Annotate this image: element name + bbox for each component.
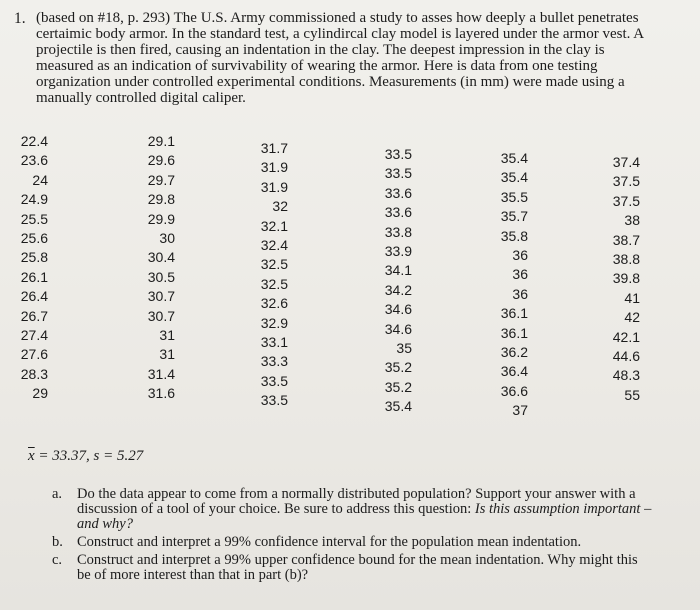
- data-cell: 36.2: [500, 344, 528, 360]
- data-cell: 35.4: [500, 169, 528, 186]
- data-cell: 23.6: [20, 152, 48, 169]
- data-cell: 34.2: [384, 281, 412, 298]
- data-cell: 31.9: [260, 178, 288, 195]
- data-cell: 36: [512, 285, 528, 302]
- data-cell: 37.5: [612, 173, 640, 190]
- data-cell: 36: [512, 247, 528, 263]
- data-cell: 35.2: [384, 378, 412, 395]
- data-cell: 42: [624, 309, 640, 326]
- data-cell: 29: [32, 385, 48, 402]
- summary-text: = 33.37, s = 5.27: [38, 448, 144, 464]
- data-cell: 35.7: [500, 208, 528, 225]
- data-cell: 29.1: [147, 133, 175, 149]
- data-cell: 33.5: [384, 165, 412, 182]
- data-cell: 28.3: [20, 365, 48, 382]
- data-cell: 44.6: [612, 348, 640, 364]
- data-cell: 31.9: [260, 159, 288, 176]
- data-cell: 32.6: [260, 295, 288, 312]
- data-cell: 36.1: [500, 324, 528, 341]
- data-cell: 31: [159, 346, 175, 363]
- data-cell: 35.5: [500, 188, 528, 205]
- data-cell: 31.7: [260, 140, 288, 156]
- data-cell: 22.4: [20, 133, 48, 149]
- data-cell: 32.9: [260, 314, 288, 331]
- data-cell: 33.8: [384, 223, 412, 240]
- problem-number: 1.: [14, 10, 26, 27]
- data-cell: 55: [624, 386, 640, 403]
- question-marker: b.: [52, 534, 63, 550]
- data-cell: 29.6: [147, 152, 175, 169]
- data-cell: 36.6: [500, 382, 528, 399]
- data-cell: 33.9: [384, 243, 412, 259]
- data-cell: 30.7: [147, 307, 175, 324]
- data-cell: 38.8: [612, 251, 640, 267]
- data-cell: 48.3: [612, 367, 640, 384]
- data-cell: 38: [624, 212, 640, 229]
- data-cell: 33.3: [260, 353, 288, 370]
- data-cell: 26.1: [20, 268, 48, 285]
- data-cell: 29.9: [147, 210, 175, 227]
- data-cell: 34.1: [384, 262, 412, 279]
- data-cell: 35.8: [500, 227, 528, 244]
- data-cell: 32.4: [260, 237, 288, 253]
- data-cell: 37.4: [612, 154, 640, 170]
- summary-statistics: [28, 448, 143, 465]
- data-cell: 25.5: [20, 210, 48, 227]
- data-cell: 27.4: [20, 327, 48, 343]
- data-cell: 36.1: [500, 305, 528, 322]
- data-cell: 25.8: [20, 249, 48, 266]
- question-list: [52, 487, 652, 586]
- mean-symbol: $\overline{x}$: [28, 448, 35, 464]
- data-cell: 24: [32, 171, 48, 188]
- data-cell: 32.1: [260, 217, 288, 234]
- data-cell: 33.5: [260, 392, 288, 409]
- data-cell: 30.5: [147, 268, 175, 285]
- data-cell: 31.4: [147, 365, 175, 382]
- data-cell: 30: [159, 230, 175, 246]
- question-marker: a.: [52, 486, 63, 502]
- data-cell: 29.7: [147, 171, 175, 188]
- question-marker: c.: [52, 552, 63, 568]
- data-cell: 30.4: [147, 249, 175, 266]
- data-cell: 26.4: [20, 288, 48, 305]
- data-cell: 29.8: [147, 191, 175, 208]
- data-cell: 32.5: [260, 275, 288, 292]
- data-cell: 32: [272, 198, 288, 215]
- data-cell: 34.6: [384, 320, 412, 337]
- question-b: [52, 535, 652, 550]
- data-cell: 37.5: [612, 192, 640, 209]
- data-cell: 35.4: [384, 398, 412, 415]
- data-cell: 42.1: [612, 328, 640, 345]
- data-cell: 24.9: [20, 191, 48, 208]
- question-c: [52, 553, 652, 583]
- data-cell: 33.5: [384, 146, 412, 162]
- data-cell: 27.6: [20, 346, 48, 363]
- data-cell: 33.5: [260, 372, 288, 389]
- data-cell: 38.7: [612, 231, 640, 248]
- data-cell: 30.7: [147, 288, 175, 305]
- data-cell: 33.6: [384, 204, 412, 221]
- question-text: Construct and interpret a 99% confidence interval for the population mean indentation.: [77, 534, 582, 550]
- data-cell: 31.6: [147, 385, 175, 402]
- question-text: Do the data appear to come from a normally distributed population? Support your answer with a discussion of a tool of your choice. Be sure to address this question:: [77, 486, 636, 517]
- question-emphasis: Is this assumption important – and why?: [77, 501, 652, 532]
- data-cell: 32.5: [260, 256, 288, 273]
- question-text: Construct and interpret a 99% upper confidence bound for the mean indentation. Why might this be of more interest than that in part (b)?: [77, 552, 638, 583]
- question-a: [52, 487, 652, 532]
- data-cell: 31: [159, 327, 175, 343]
- data-cell: 35: [396, 340, 412, 356]
- data-cell: 37: [512, 402, 528, 419]
- data-cell: 36: [512, 266, 528, 283]
- data-cell: 34.6: [384, 301, 412, 318]
- problem-intro: (based on #18, p. 293) The U.S. Army commissioned a study to asses how deeply a bullet penetrates certaimic body armor. In the standard test, a cylindircal clay model is layered under the armor vest. A projectile is then fired, causing an indentation in the clay. The deepest impression in the clay is measured as an indication of survivability of wearing the armor. Here is data from one testing organization under controlled experimental conditions. Measurements (in mm) were made using a manually controlled digital caliper.: [36, 10, 644, 106]
- data-cell: 36.4: [500, 363, 528, 380]
- data-cell: 39.8: [612, 270, 640, 287]
- data-cell: 33.1: [260, 334, 288, 350]
- data-cell: 33.6: [384, 184, 412, 201]
- data-cell: 26.7: [20, 307, 48, 324]
- data-cell: 35.4: [500, 150, 528, 166]
- data-cell: 35.2: [384, 359, 412, 376]
- data-cell: 41: [624, 289, 640, 306]
- data-cell: 25.6: [20, 230, 48, 246]
